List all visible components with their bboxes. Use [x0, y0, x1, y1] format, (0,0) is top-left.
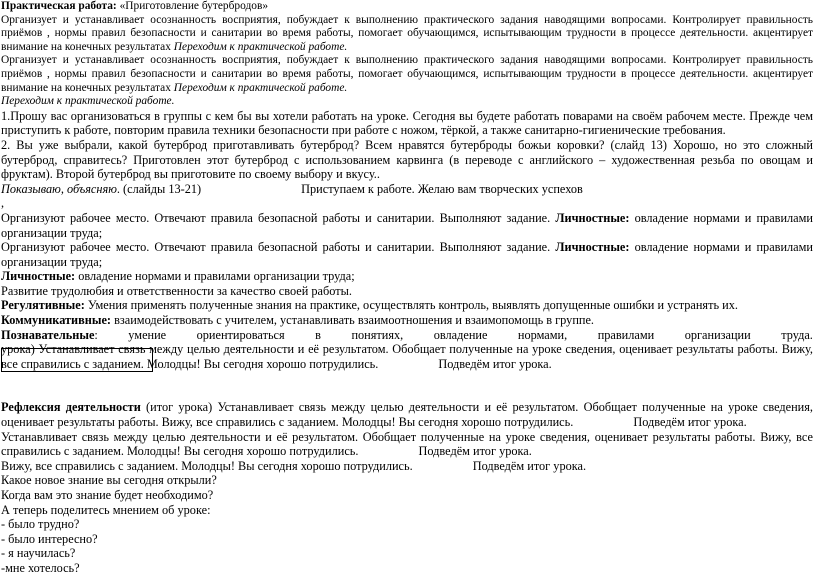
personal-outcomes: Личностные: овладение нормами и правилами организации труда;: [1, 269, 355, 284]
question-line: - я научилась?: [1, 546, 76, 561]
communicative-outcomes: Коммуникативные: взаимодействовать с учителем, устанавливать взаимоотношения и взаимопомощь в группе.: [1, 313, 595, 328]
question-line: -мне хотелось?: [1, 560, 80, 575]
cognitive-outcomes: Познавательные: умение ориентироваться в понятиях, овладение нормами, правилами организации труда.: [1, 327, 813, 342]
show-line: Показываю, объясняю. (слайды 13-21) Приступаем к работе. Желаю вам творческих успехов: [1, 181, 583, 196]
empty-frame: [1, 348, 153, 372]
regulatory-outcomes: Регулятивные: Умения применять полученные знания на практике, осуществлять контроль, выявлять допущенные ошибки и устранять их.: [1, 298, 738, 313]
spacer: [1, 371, 813, 400]
header-label: Практическая работа:: [1, 0, 117, 12]
step-1: 1.Прошу вас организоваться в группы с кем бы вы хотели работать на уроке. Сегодня вы будете работать поварами на своём рабочем месте. Прежде чем приступить к работе, повторим правила техники безопасности при работе с ножом, тёркой, а также санитарно-гигиенические требования.: [1, 108, 813, 138]
student-activity-2: Организуют рабочее место. Отвечают правила безопасной работы и санитарии. Выполняют задание. Личностные: овладение нормами и правилами организации труда;: [1, 240, 814, 269]
reflection-3: Вижу, все справились с заданием. Молодцы! Вы сегодня хорошо потрудились. Подведём итог урока.: [1, 458, 587, 473]
question-line: - было трудно?: [1, 517, 80, 532]
header-title: «Приготовление бутербродов»: [116, 0, 269, 12]
teacher-activity-1: Организует и устанавливает осознанность восприятия, побуждает к выполнению практического задания наводящими вопросами. Контролирует правильность приёмов , нормы правил безопасности и санитарии во время работы, помогает обучающимся, испытывающим трудности в процессе деятельности. акцентирует внимание на конечных результатах Переходим к практической работе.: [1, 13, 813, 53]
question-line: Когда вам это знание будет необходимо?: [1, 488, 214, 502]
question-line: Какое новое знание вы сегодня открыли?: [1, 473, 217, 488]
comma-line: ,: [1, 196, 5, 211]
reflection-2: Устанавливает связь между целью деятельности и её результатом. Обобщает полученные на уроке сведения, оценивает результаты работы. Вижу, все справились с заданием. Молодцы! Вы сегодня хорошо потрудились. Подведём итог урока.: [1, 429, 813, 459]
student-activity-1: Организуют рабочее место. Отвечают правила безопасной работы и санитарии. Выполняют задание. Личностные: овладение нормами и правилами организации труда;: [1, 210, 814, 240]
development-line: Развитие трудолюбия и ответственности за качество своей работы.: [1, 283, 352, 298]
question-line: - было интересно?: [1, 531, 98, 546]
cognitive-continued: урока) Устанавливает связь между целью деятельности и её результатом. Обобщает полученные на уроке сведения, оценивает результаты работы. Вижу, все справились с заданием. Молодцы! Вы сегодня хорошо потрудились. Подведём итог урока.: [1, 342, 813, 371]
question-line: А теперь поделитесь мнением об уроке:: [1, 502, 211, 517]
lesson-header: [1, 0, 813, 14]
transition-line: Переходим к практической работе.: [1, 95, 175, 108]
reflection-1: Рефлексия деятельности (итог урока) Устанавливает связь между целью деятельности и её результатом. Обобщает полученные на уроке сведения, оценивает результаты работы. Вижу, все справились с заданием. Молодцы! Вы сегодня хорошо потрудились. Подведём итог урока.: [1, 400, 813, 430]
teacher-activity-2: Организует и устанавливает осознанность восприятия, побуждает к выполнению практического задания наводящими вопросами. Контролирует правильность приёмов , нормы правил безопасности и санитарии во время работы, помогает обучающимся, испытывающим трудности в процессе деятельности. акцентирует внимание на конечных результатах Переходим к практической работе.: [1, 54, 813, 94]
step-2: 2. Вы уже выбрали, какой бутерброд приготавливать бутерброд? Всем нравятся бутерброды божьи коровки? (слайд 13) Хорошо, но это сложный бутерброд, справитесь? Приготовлен этот бутерброд с использованием карвинга (в переводе с английского – художественная резьба по овощам и фруктам). Второй бутерброд вы приготовите по своему выбору и вкусу..: [1, 137, 813, 182]
